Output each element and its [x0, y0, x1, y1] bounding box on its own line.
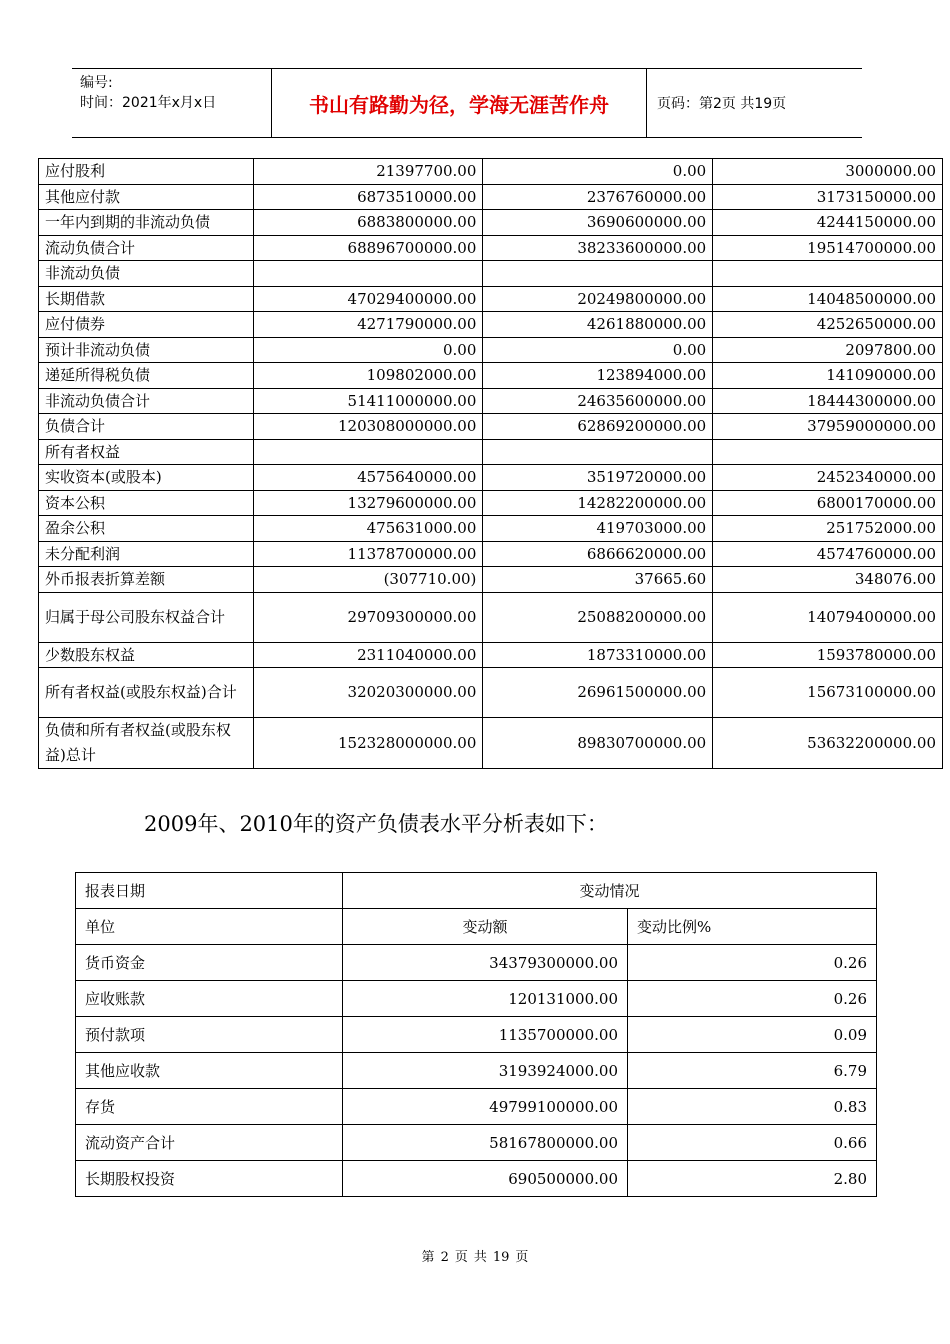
header-cell-amount: 变动额	[343, 909, 628, 945]
value-cell: 6883800000.00	[253, 210, 483, 236]
table-row	[76, 1161, 877, 1197]
value-cell: 14079400000.00	[713, 592, 943, 642]
value-cell: 53632200000.00	[713, 718, 943, 769]
table-row	[39, 261, 943, 287]
row-label: 预计非流动负债	[39, 337, 254, 363]
value-cell: 4244150000.00	[713, 210, 943, 236]
header-row	[76, 873, 877, 909]
table-row	[76, 945, 877, 981]
footer-text: 页	[454, 1250, 468, 1265]
value-cell: 26961500000.00	[483, 668, 713, 718]
row-label: 实收资本(或股本)	[39, 465, 254, 491]
value-cell: 29709300000.00	[253, 592, 483, 642]
horizontal-analysis-table	[75, 872, 877, 1197]
ratio-cell: 0.09	[628, 1017, 877, 1053]
header-meta	[72, 69, 272, 137]
ratio-cell: 0.83	[628, 1089, 877, 1125]
value-cell	[713, 261, 943, 287]
value-cell: 6866620000.00	[483, 541, 713, 567]
amount-cell: 58167800000.00	[343, 1125, 628, 1161]
table-row	[39, 567, 943, 593]
value-cell: 3000000.00	[713, 159, 943, 185]
value-cell: 475631000.00	[253, 516, 483, 542]
value-cell: 11378700000.00	[253, 541, 483, 567]
row-label: 负债合计	[39, 414, 254, 440]
amount-cell: 34379300000.00	[343, 945, 628, 981]
row-label: 存货	[76, 1089, 343, 1125]
table-row	[39, 159, 943, 185]
amount-cell: 690500000.00	[343, 1161, 628, 1197]
table-row	[39, 439, 943, 465]
value-cell: 47029400000.00	[253, 286, 483, 312]
value-cell: 37959000000.00	[713, 414, 943, 440]
row-label: 所有者权益(或股东权益)合计	[39, 668, 254, 718]
value-cell: 2376760000.00	[483, 184, 713, 210]
value-cell: 4261880000.00	[483, 312, 713, 338]
table-row	[39, 363, 943, 389]
row-label: 流动资产合计	[76, 1125, 343, 1161]
table-row	[39, 592, 943, 642]
row-label: 外币报表折算差额	[39, 567, 254, 593]
document-number-label: 编号:	[80, 75, 113, 91]
row-label: 资本公积	[39, 490, 254, 516]
row-label: 少数股东权益	[39, 642, 254, 668]
table-row	[39, 541, 943, 567]
value-cell: 20249800000.00	[483, 286, 713, 312]
value-cell: 1593780000.00	[713, 642, 943, 668]
value-cell: 251752000.00	[713, 516, 943, 542]
ratio-cell: 6.79	[628, 1053, 877, 1089]
value-cell: 89830700000.00	[483, 718, 713, 769]
table-row	[39, 642, 943, 668]
value-cell	[253, 261, 483, 287]
value-cell: 4574760000.00	[713, 541, 943, 567]
value-cell: 18444300000.00	[713, 388, 943, 414]
table-row	[39, 184, 943, 210]
value-cell: 2452340000.00	[713, 465, 943, 491]
ratio-cell: 0.26	[628, 981, 877, 1017]
row-label: 应收账款	[76, 981, 343, 1017]
table-row	[76, 1053, 877, 1089]
amount-cell: 3193924000.00	[343, 1053, 628, 1089]
value-cell: 2097800.00	[713, 337, 943, 363]
value-cell	[253, 439, 483, 465]
row-label: 流动负债合计	[39, 235, 254, 261]
value-cell: 14048500000.00	[713, 286, 943, 312]
header-page-info: 页码：第2页 共19页	[657, 96, 787, 112]
table-row	[39, 210, 943, 236]
value-cell: 141090000.00	[713, 363, 943, 389]
value-cell: 2311040000.00	[253, 642, 483, 668]
value-cell: (307710.00)	[253, 567, 483, 593]
row-label: 其他应收款	[76, 1053, 343, 1089]
value-cell: 68896700000.00	[253, 235, 483, 261]
value-cell: 25088200000.00	[483, 592, 713, 642]
value-cell: 15673100000.00	[713, 668, 943, 718]
page-header	[72, 68, 862, 138]
table-row	[39, 516, 943, 542]
table-row	[39, 490, 943, 516]
table-row	[39, 668, 943, 718]
value-cell: 4575640000.00	[253, 465, 483, 491]
value-cell: 4252650000.00	[713, 312, 943, 338]
table-row	[39, 718, 943, 769]
value-cell: 120308000000.00	[253, 414, 483, 440]
value-cell: 32020300000.00	[253, 668, 483, 718]
header-cell-date: 报表日期	[76, 873, 343, 909]
amount-cell: 1135700000.00	[343, 1017, 628, 1053]
row-label: 所有者权益	[39, 439, 254, 465]
value-cell: 24635600000.00	[483, 388, 713, 414]
value-cell: 0.00	[483, 337, 713, 363]
table-row	[39, 465, 943, 491]
header-row	[76, 909, 877, 945]
row-label: 盈余公积	[39, 516, 254, 542]
footer-text: 页	[515, 1250, 529, 1265]
value-cell: 109802000.00	[253, 363, 483, 389]
row-label: 应付债券	[39, 312, 254, 338]
ratio-cell: 0.26	[628, 945, 877, 981]
value-cell: 13279600000.00	[253, 490, 483, 516]
table-row	[39, 414, 943, 440]
value-cell: 0.00	[253, 337, 483, 363]
value-cell: 123894000.00	[483, 363, 713, 389]
table-row	[39, 312, 943, 338]
value-cell	[483, 261, 713, 287]
header-cell-unit: 单位	[76, 909, 343, 945]
value-cell: 19514700000.00	[713, 235, 943, 261]
row-label: 非流动负债	[39, 261, 254, 287]
value-cell: 6800170000.00	[713, 490, 943, 516]
value-cell: 21397700.00	[253, 159, 483, 185]
footer-total-pages: 19	[492, 1250, 510, 1265]
row-label: 长期股权投资	[76, 1161, 343, 1197]
row-label: 负债和所有者权益(或股东权益)总计	[39, 718, 254, 769]
footer-text: 共	[473, 1250, 487, 1265]
value-cell: 3519720000.00	[483, 465, 713, 491]
table-row	[39, 388, 943, 414]
table-row	[39, 235, 943, 261]
table-row	[76, 1125, 877, 1161]
value-cell: 1873310000.00	[483, 642, 713, 668]
row-label: 货币资金	[76, 945, 343, 981]
header-motto: 书山有路勤为径，学海无涯苦作舟	[272, 69, 647, 137]
footer-text: 第	[421, 1250, 435, 1265]
footer-page-number: 2	[440, 1250, 449, 1265]
row-label: 其他应付款	[39, 184, 254, 210]
row-label: 预付款项	[76, 1017, 343, 1053]
value-cell: 4271790000.00	[253, 312, 483, 338]
row-label: 归属于母公司股东权益合计	[39, 592, 254, 642]
value-cell	[483, 439, 713, 465]
value-cell: 0.00	[483, 159, 713, 185]
value-cell: 3690600000.00	[483, 210, 713, 236]
section-intro: 2009年、2010年的资产负债表水平分析表如下：	[144, 812, 608, 836]
table-row	[39, 286, 943, 312]
document-time-label: 时间：2021年x月x日	[80, 95, 217, 111]
ratio-cell: 2.80	[628, 1161, 877, 1197]
value-cell: 51411000000.00	[253, 388, 483, 414]
header-cell-ratio: 变动比例%	[628, 909, 877, 945]
balance-sheet-table	[38, 158, 943, 769]
ratio-cell: 0.66	[628, 1125, 877, 1161]
value-cell: 62869200000.00	[483, 414, 713, 440]
page-footer	[0, 1246, 950, 1265]
value-cell: 348076.00	[713, 567, 943, 593]
header-cell-change: 变动情况	[343, 873, 877, 909]
value-cell: 37665.60	[483, 567, 713, 593]
table-row	[76, 1089, 877, 1125]
row-label: 长期借款	[39, 286, 254, 312]
row-label: 递延所得税负债	[39, 363, 254, 389]
table-row	[76, 981, 877, 1017]
row-label: 应付股利	[39, 159, 254, 185]
value-cell	[713, 439, 943, 465]
value-cell: 3173150000.00	[713, 184, 943, 210]
amount-cell: 120131000.00	[343, 981, 628, 1017]
table-row	[76, 1017, 877, 1053]
row-label: 未分配利润	[39, 541, 254, 567]
row-label: 一年内到期的非流动负债	[39, 210, 254, 236]
value-cell: 38233600000.00	[483, 235, 713, 261]
amount-cell: 49799100000.00	[343, 1089, 628, 1125]
value-cell: 152328000000.00	[253, 718, 483, 769]
value-cell: 419703000.00	[483, 516, 713, 542]
value-cell: 6873510000.00	[253, 184, 483, 210]
value-cell: 14282200000.00	[483, 490, 713, 516]
row-label: 非流动负债合计	[39, 388, 254, 414]
table-row	[39, 337, 943, 363]
